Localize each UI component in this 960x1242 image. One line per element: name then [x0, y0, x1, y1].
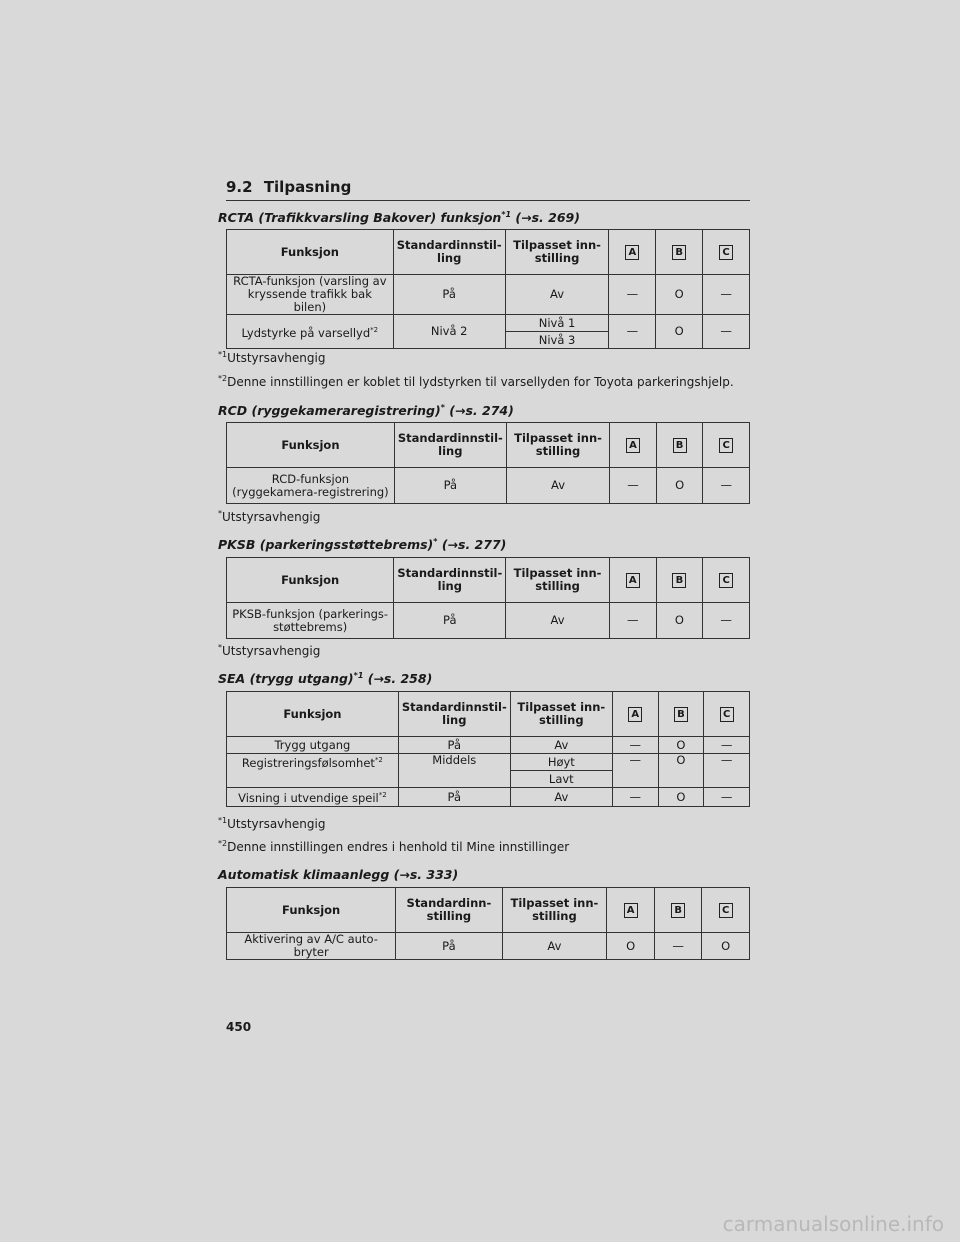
cell-b: O [656, 603, 703, 639]
label-a: A [626, 438, 640, 453]
cell-standard: På [394, 603, 506, 639]
pksb-table [226, 557, 750, 639]
note-sup: *1 [218, 350, 228, 359]
note-text: Utstyrsavhengig [222, 510, 321, 524]
cell-b: — [654, 933, 702, 960]
rcta-title [218, 210, 580, 225]
cell-c: O [702, 933, 750, 960]
rcta-ref-link[interactable]: (→s. 269) [515, 210, 580, 226]
cell-funksjon [227, 754, 399, 788]
label-a: A [625, 245, 639, 260]
section-title [226, 178, 750, 201]
cell-c: — [704, 737, 750, 754]
cell-tilpasset: Av [510, 737, 612, 754]
cell-funksjon: PKSB-funksjon (parkerings-støttebrems) [227, 603, 394, 639]
note-text: Utstyrsavhengig [227, 817, 326, 831]
klima-table [226, 887, 750, 960]
cell-funksjon [227, 788, 399, 807]
cell-c: — [703, 603, 750, 639]
header-standard: Standardinnstil-ling [398, 692, 510, 737]
note-sup: * [218, 643, 222, 652]
label-b: B [674, 707, 688, 722]
header-c [703, 423, 750, 468]
cell-a: — [609, 315, 656, 349]
header-c [703, 230, 750, 275]
table-row [227, 754, 750, 771]
rcta-title-sup: *1 [501, 210, 512, 219]
pksb-title-sup: * [433, 537, 438, 546]
cell-standard: På [393, 275, 505, 315]
header-a [609, 230, 656, 275]
sea-title-sup: *1 [353, 671, 364, 680]
note-sup: *2 [218, 374, 228, 383]
header-standard: Standardinn-stilling [396, 888, 502, 933]
cell-standard: Nivå 2 [393, 315, 505, 349]
header-c [704, 692, 750, 737]
cell-standard: På [396, 933, 502, 960]
pksb-title-text: PKSB (parkeringsstøttebrems) [218, 537, 434, 553]
cell-b: O [658, 754, 704, 788]
table-row [227, 315, 750, 332]
cell-b: O [656, 468, 703, 504]
cell-a: O [607, 933, 655, 960]
cell-funksjon: Trygg utgang [227, 737, 399, 754]
label-a: A [626, 573, 640, 588]
cell-standard: På [394, 468, 506, 504]
cell-funksjon-text: Registreringsfølsomhet [241, 755, 375, 770]
cell-tilpasset: Av [506, 603, 610, 639]
cell-tilpasset: Av [502, 933, 607, 960]
header-funksjon: Funksjon [227, 423, 395, 468]
note-text: Utstyrsavhengig [227, 351, 326, 365]
sea-note-1 [218, 816, 325, 831]
cell-tilpasset: Nivå 1 [505, 315, 609, 332]
header-standard: Standardinnstil-ling [394, 423, 506, 468]
cell-funksjon-text: Lydstyrke på varsellyd [241, 325, 371, 340]
cell-a: — [612, 737, 658, 754]
rcd-ref-link[interactable]: (→s. 274) [449, 403, 514, 419]
header-a [607, 888, 655, 933]
section-name: Tilpasning [263, 178, 352, 196]
klima-ref-link[interactable]: (→s. 333) [393, 867, 459, 882]
rcd-title-sup: * [440, 403, 445, 412]
header-funksjon: Funksjon [227, 230, 394, 275]
header-b [656, 558, 703, 603]
header-c [703, 558, 750, 603]
cell-funksjon: RCD-funksjon (ryggekamera-registrering) [227, 468, 395, 504]
cell-a: — [612, 754, 658, 788]
table-row [227, 275, 750, 315]
note-sup: * [218, 509, 222, 518]
page-number: 450 [226, 1020, 252, 1034]
header-b [656, 423, 703, 468]
table-row [227, 933, 750, 960]
cell-tilpasset: Nivå 3 [505, 332, 609, 349]
note-sup: *1 [218, 816, 228, 825]
header-b [654, 888, 702, 933]
cell-c: — [703, 468, 750, 504]
rcd-note [218, 509, 320, 524]
header-c [702, 888, 750, 933]
pksb-note [218, 643, 320, 658]
label-c: C [719, 438, 733, 453]
label-c: C [719, 245, 733, 260]
note-text: Utstyrsavhengig [222, 644, 321, 658]
pksb-title [218, 537, 506, 552]
cell-b: O [656, 275, 703, 315]
klima-title [218, 867, 458, 882]
header-standard: Standardinnstil-ling [393, 230, 505, 275]
table-row [227, 603, 750, 639]
header-b [658, 692, 704, 737]
rcta-note-1 [218, 350, 325, 365]
label-c: C [720, 707, 734, 722]
cell-tilpasset: Av [510, 788, 612, 807]
cell-tilpasset: Av [505, 275, 609, 315]
section-number: 9.2 [226, 178, 253, 196]
cell-c: — [704, 754, 750, 788]
label-c: C [719, 573, 733, 588]
table-row [227, 737, 750, 754]
rcta-title-text: RCTA (Trafikkvarsling Bakover) funksjon [218, 210, 502, 226]
label-b: B [672, 245, 686, 260]
header-tilpasset: Tilpasset inn-stilling [505, 230, 609, 275]
cell-sup: *2 [378, 791, 387, 800]
table-row [227, 468, 750, 504]
header-funksjon: Funksjon [227, 692, 399, 737]
cell-c: — [703, 315, 750, 349]
sea-note-2 [218, 839, 569, 854]
header-tilpasset: Tilpasset inn-stilling [510, 692, 612, 737]
header-a [610, 423, 657, 468]
header-a [609, 558, 656, 603]
cell-a: — [612, 788, 658, 807]
sea-table [226, 691, 750, 807]
cell-funksjon [227, 315, 394, 349]
rcta-note-2 [218, 374, 734, 389]
header-funksjon: Funksjon [227, 888, 396, 933]
cell-funksjon: Aktivering av A/C auto-bryter [227, 933, 396, 960]
cell-standard: På [398, 788, 510, 807]
label-b: B [671, 903, 685, 918]
header-tilpasset: Tilpasset inn-stilling [506, 558, 610, 603]
header-b [656, 230, 703, 275]
note-text: Denne innstillingen er koblet til lydstyrken til varsellyden for Toyota parkeringshjelp. [227, 375, 734, 389]
cell-sup: *2 [370, 325, 379, 334]
header-tilpasset: Tilpasset inn-stilling [506, 423, 609, 468]
header-funksjon: Funksjon [227, 558, 394, 603]
cell-tilpasset: Av [506, 468, 609, 504]
cell-a: — [609, 603, 656, 639]
sea-title-text: SEA (trygg utgang) [218, 671, 354, 687]
label-c: C [719, 903, 733, 918]
cell-c: — [703, 275, 750, 315]
cell-a: — [609, 275, 656, 315]
header-a [612, 692, 658, 737]
watermark: carmanualsonline.info [722, 1212, 944, 1236]
cell-b: O [658, 788, 704, 807]
note-sup: *2 [218, 839, 228, 848]
label-b: B [672, 573, 686, 588]
label-b: B [673, 438, 687, 453]
cell-a: — [610, 468, 657, 504]
note-text: Denne innstillingen endres i henhold til Mine innstillinger [227, 840, 570, 854]
cell-standard: På [398, 737, 510, 754]
rcd-title [218, 403, 514, 418]
rcta-table [226, 229, 750, 349]
label-a: A [624, 903, 638, 918]
pksb-ref-link[interactable]: (→s. 277) [441, 537, 507, 553]
header-standard: Standardinnstil-ling [394, 558, 506, 603]
header-tilpasset: Tilpasset inn-stilling [502, 888, 607, 933]
sea-title [218, 671, 432, 686]
cell-tilpasset: Høyt [510, 754, 612, 771]
cell-standard: Middels [398, 754, 510, 788]
cell-c: — [704, 788, 750, 807]
rcd-table [226, 422, 750, 504]
cell-b: O [656, 315, 703, 349]
cell-funksjon: RCTA-funksjon (varsling av kryssende trafikk bak bilen) [227, 275, 394, 315]
label-a: A [628, 707, 642, 722]
cell-b: O [658, 737, 704, 754]
cell-funksjon-text: Visning i utvendige speil [238, 790, 379, 805]
cell-tilpasset: Lavt [510, 771, 612, 788]
rcd-title-text: RCD (ryggekameraregistrering) [218, 403, 441, 419]
klima-title-text: Automatisk klimaanlegg [218, 867, 390, 882]
cell-sup: *2 [374, 756, 383, 764]
table-row [227, 788, 750, 807]
sea-ref-link[interactable]: (→s. 258) [367, 671, 433, 687]
